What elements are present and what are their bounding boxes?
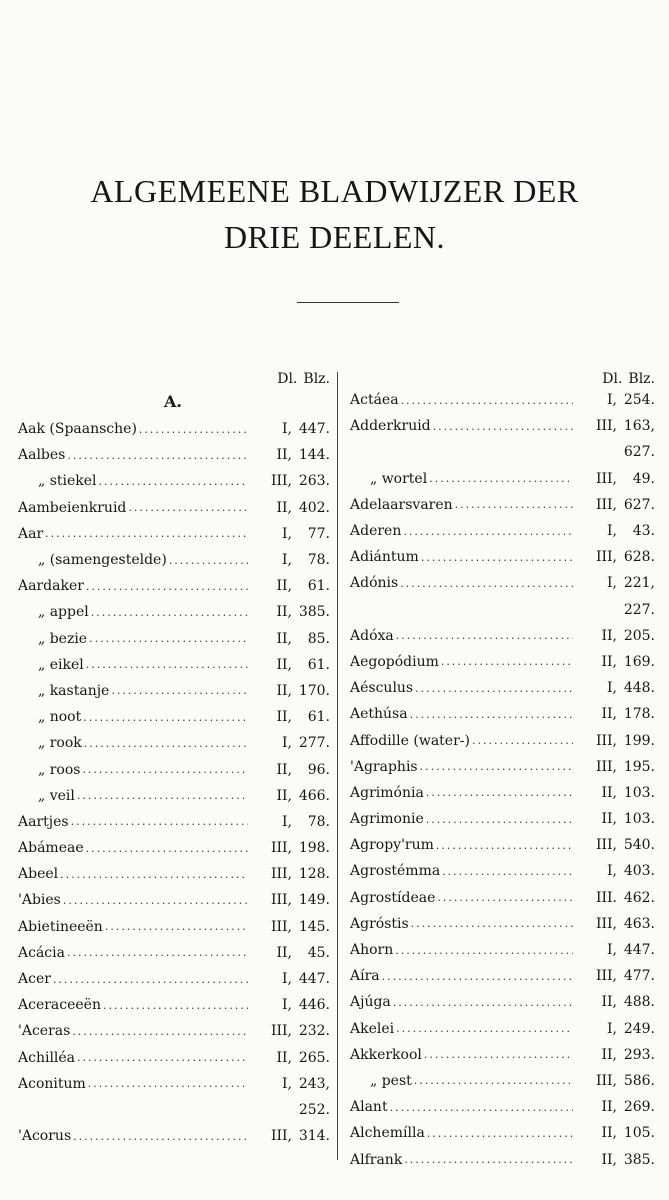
entry-name: Adderkruid (350, 418, 431, 435)
entry-page: 149. (298, 892, 330, 909)
entry-volume: III, (270, 1023, 292, 1040)
entry-name: Adóxa (350, 627, 394, 644)
entry-volume: II, (601, 706, 617, 723)
index-entry (350, 387, 655, 413)
entry-page: 198. (298, 840, 330, 857)
entry-page: 78. (307, 813, 330, 830)
entry-name: Affodille (water-) (350, 732, 470, 749)
entry-page: 254. (623, 392, 655, 409)
entry-page: 269. (623, 1099, 655, 1116)
entry-name: Aésculus (350, 680, 414, 697)
entry-volume: II, (601, 784, 617, 801)
entry-name: Aardaker (18, 578, 84, 595)
entry-page: 447. (298, 421, 330, 438)
section-letter: A. (164, 392, 182, 411)
entry-name: Agrostídeae (350, 889, 436, 906)
dot-leader (67, 449, 248, 462)
index-entry (350, 675, 655, 701)
index-entry (350, 492, 655, 518)
index-entry (18, 1045, 330, 1071)
dot-leader (404, 1153, 573, 1166)
index-entry (18, 861, 330, 887)
entry-name: Abeel (18, 866, 59, 883)
entry-page: 463. (623, 915, 655, 932)
index-entry (18, 626, 330, 652)
column-header (350, 362, 655, 387)
entry-name: Akelei (350, 1020, 395, 1037)
entry-page: 314. (298, 1128, 330, 1145)
entry-volume: III, (595, 837, 617, 854)
index-entry (350, 858, 655, 884)
entry-page: 199. (623, 732, 655, 749)
entry-page: 103. (623, 784, 655, 801)
entry-volume: II, (601, 994, 617, 1011)
entry-volume: I, (607, 575, 617, 592)
entry-volume: II, (276, 656, 292, 673)
entry-volume: I, (282, 1075, 292, 1092)
dot-leader (77, 789, 248, 802)
entry-name: Adiántum (350, 549, 419, 566)
entry-volume: III, (270, 1128, 292, 1145)
entry-name: Aderen (350, 523, 402, 540)
index-entry (18, 652, 330, 678)
entry-page: 205. (623, 627, 655, 644)
entry-name: Agróstis (350, 915, 409, 932)
header-dl: Dl. (277, 371, 298, 387)
entry-volume: III, (595, 496, 617, 513)
index-entry (350, 649, 655, 675)
dot-leader (415, 682, 573, 695)
entry-volume: III, (270, 840, 292, 857)
dot-leader (472, 734, 573, 747)
entry-page: 627. (623, 496, 655, 513)
entry-volume: III, (595, 1072, 617, 1089)
dot-leader (441, 655, 573, 668)
dot-leader (169, 554, 248, 567)
entry-name: „ (samengestelde) (38, 552, 167, 569)
entry-page: 243, (298, 1075, 330, 1092)
entry-name: „ bezie (38, 630, 88, 647)
column-header (18, 362, 330, 387)
entry-name: Aíra (350, 968, 380, 985)
index-entry (18, 1097, 330, 1123)
index-column-left (18, 362, 330, 1149)
title-line-1: ALGEMEENE BLADWIJZER DER (90, 173, 579, 209)
index-entry (350, 754, 655, 780)
dot-leader (89, 632, 248, 645)
entry-volume: II, (601, 1046, 617, 1063)
index-entry (350, 701, 655, 727)
entry-volume: III, (270, 866, 292, 883)
header-dl: Dl. (602, 371, 623, 387)
entry-name: Ahorn (350, 942, 394, 959)
index-entry (350, 727, 655, 753)
entry-volume: II, (276, 447, 292, 464)
entry-page: 462. (623, 889, 655, 906)
entry-name: „ noot (38, 709, 82, 726)
entry-page: 61. (307, 578, 330, 595)
dot-leader (437, 891, 573, 904)
index-entry (350, 1016, 655, 1042)
index-entry (18, 783, 330, 809)
dot-leader (63, 894, 248, 907)
entry-volume: II, (276, 761, 292, 778)
entry-volume: II, (601, 1125, 617, 1142)
entry-page: 163, (623, 418, 655, 435)
entry-name: Agropy'rum (350, 837, 434, 854)
entry-volume: III, (270, 918, 292, 935)
entry-volume: II, (276, 709, 292, 726)
index-entry (350, 1068, 655, 1094)
dot-leader (393, 996, 573, 1009)
dot-leader (410, 708, 573, 721)
index-entry (18, 835, 330, 861)
entry-volume: II, (601, 811, 617, 828)
entry-name: „ veil (38, 787, 75, 804)
entry-name: „ roos (38, 761, 81, 778)
entry-name: Aar (18, 525, 44, 542)
dot-leader (411, 917, 573, 930)
entry-page: 96. (307, 761, 330, 778)
dot-leader (395, 944, 573, 957)
entry-page: 61. (307, 656, 330, 673)
entry-volume: II, (276, 604, 292, 621)
entry-page: 446. (298, 997, 330, 1014)
entry-page: 293. (623, 1046, 655, 1063)
entry-volume: II, (601, 627, 617, 644)
entry-page: 144. (298, 447, 330, 464)
dot-leader (88, 1077, 248, 1090)
dot-leader (91, 606, 248, 619)
index-entry (18, 521, 330, 547)
entry-page: 252. (298, 1101, 330, 1118)
entry-page: 78. (307, 552, 330, 569)
index-entry (18, 730, 330, 756)
index-entry (18, 573, 330, 599)
index-entry (18, 887, 330, 913)
dot-leader (82, 763, 248, 776)
entry-volume: II, (276, 1049, 292, 1066)
entry-name: Akkerkool (350, 1046, 422, 1063)
dot-leader (77, 1051, 248, 1064)
index-entry (350, 806, 655, 832)
entry-name: Aconitum (18, 1075, 86, 1092)
entry-name: Acácia (18, 944, 65, 961)
entry-name: 'Acorus (18, 1128, 72, 1145)
index-entry (350, 1120, 655, 1146)
entry-volume: II, (601, 1099, 617, 1116)
index-entry (18, 809, 330, 835)
index-entry (350, 937, 655, 963)
index-entry (350, 623, 655, 649)
index-entry (18, 756, 330, 782)
dot-leader (111, 684, 248, 697)
entry-name: Agrimonie (350, 811, 424, 828)
dot-leader (436, 839, 573, 852)
entry-volume: III, (270, 892, 292, 909)
dot-leader (72, 1025, 248, 1038)
entry-volume: III, (595, 549, 617, 566)
entry-page: 61. (307, 709, 330, 726)
entry-name: Alfrank (350, 1151, 403, 1168)
index-entry (18, 416, 330, 442)
entry-volume: I, (607, 392, 617, 409)
entry-page: 103. (623, 811, 655, 828)
entry-name: Actáea (350, 392, 399, 409)
entry-name: Agrimónia (350, 784, 424, 801)
index-entry (18, 495, 330, 521)
entry-page: 447. (623, 942, 655, 959)
entry-page: 221, (623, 575, 655, 592)
index-entry (18, 966, 330, 992)
dot-leader (84, 737, 248, 750)
dot-leader (139, 423, 248, 436)
entry-volume: II, (276, 682, 292, 699)
entry-page: 540. (623, 837, 655, 854)
dot-leader (426, 786, 573, 799)
entry-volume: II, (276, 944, 292, 961)
entry-volume: III, (595, 470, 617, 487)
entry-page: 488. (623, 994, 655, 1011)
dot-leader (71, 815, 248, 828)
entry-volume: III, (595, 968, 617, 985)
index-entry (18, 992, 330, 1018)
entry-name: Ajúga (350, 994, 391, 1011)
index-entry (18, 914, 330, 940)
entry-volume: I, (282, 813, 292, 830)
entry-name: Achilléa (18, 1049, 76, 1066)
dot-leader (83, 711, 248, 724)
header-blz: Blz. (303, 371, 330, 387)
entry-volume: I, (607, 680, 617, 697)
dot-leader (421, 551, 573, 564)
header-blz: Blz. (628, 371, 655, 387)
index-entry (350, 832, 655, 858)
entry-page: 265. (298, 1049, 330, 1066)
entry-page: 105. (623, 1125, 655, 1142)
entry-volume: II, (601, 1151, 617, 1168)
index-entry (350, 439, 655, 465)
entry-page: 195. (623, 758, 655, 775)
entry-volume: II, (276, 578, 292, 595)
index-entry (350, 1146, 655, 1172)
entry-page: 402. (298, 499, 330, 516)
entry-page: 85. (307, 630, 330, 647)
entry-page: 170. (298, 682, 330, 699)
dot-leader (53, 973, 248, 986)
entry-page: 403. (623, 863, 655, 880)
entry-page: 385. (298, 604, 330, 621)
entry-volume: II, (276, 630, 292, 647)
dot-leader (420, 760, 573, 773)
entry-volume: I, (282, 421, 292, 438)
entry-volume: II, (601, 653, 617, 670)
entry-page: 277. (298, 735, 330, 752)
entry-name: „ eikel (38, 656, 84, 673)
index-entry (350, 466, 655, 492)
index-entry (350, 1094, 655, 1120)
entry-name: „ rook (38, 735, 82, 752)
index-entry (350, 518, 655, 544)
dot-leader (442, 865, 573, 878)
entry-name: 'Aceras (18, 1023, 71, 1040)
dot-leader (433, 420, 573, 433)
entry-name: Acer (18, 971, 51, 988)
dot-leader (414, 1074, 573, 1087)
entry-name: Aak (Spaansche) (18, 421, 137, 438)
dot-leader (73, 1130, 248, 1143)
index-entry (18, 468, 330, 494)
index-entry (350, 413, 655, 439)
dot-leader (427, 1127, 573, 1140)
entry-page: 477. (623, 968, 655, 985)
entry-page: 447. (298, 971, 330, 988)
entry-name: Adónis (350, 575, 399, 592)
entry-name: Aegopódium (350, 653, 439, 670)
entry-page: 628. (623, 549, 655, 566)
entry-name: Agrostémma (350, 863, 441, 880)
entry-name: „ pest (370, 1072, 412, 1089)
entry-name: „ stiekel (38, 473, 97, 490)
entry-volume: I, (282, 971, 292, 988)
entry-name: Alchemílla (350, 1125, 425, 1142)
entry-volume: I, (607, 523, 617, 540)
entry-page: 586. (623, 1072, 655, 1089)
entry-name: Aalbes (18, 447, 66, 464)
index-column-right (350, 362, 655, 1173)
dot-leader (128, 501, 248, 514)
dot-leader (86, 842, 248, 855)
entry-page: 145. (298, 918, 330, 935)
entry-volume: I, (607, 863, 617, 880)
entry-volume: I, (607, 942, 617, 959)
index-entry (18, 547, 330, 573)
page-title (0, 168, 669, 260)
entry-page: 627. (623, 444, 655, 461)
entry-volume: II, (276, 787, 292, 804)
dot-leader (429, 472, 573, 485)
dot-leader (396, 1022, 573, 1035)
index-entry (350, 570, 655, 596)
index-entry (350, 1042, 655, 1068)
dot-leader (424, 1048, 573, 1061)
entry-page: 227. (623, 601, 655, 618)
entry-page: 263. (298, 473, 330, 490)
dot-leader (455, 498, 573, 511)
dot-leader (403, 525, 573, 538)
index-entry (18, 704, 330, 730)
entry-volume: I, (607, 1020, 617, 1037)
entry-name: Aambeienkruid (18, 499, 127, 516)
index-entry (18, 678, 330, 704)
index-entry (350, 780, 655, 806)
entry-name: Alant (350, 1099, 388, 1116)
dot-leader (390, 1101, 573, 1114)
entry-volume: I, (282, 997, 292, 1014)
entry-volume: II, (276, 499, 292, 516)
entry-name: Aartjes (18, 813, 69, 830)
dot-leader (103, 999, 248, 1012)
entry-name: Aethúsa (350, 706, 408, 723)
entry-page: 448. (623, 680, 655, 697)
index-entry (18, 940, 330, 966)
entry-volume: III, (595, 732, 617, 749)
dot-leader (45, 527, 248, 540)
entry-volume: I, (282, 552, 292, 569)
column-divider (337, 372, 338, 1160)
entry-page: 385. (623, 1151, 655, 1168)
entry-volume: III, (595, 758, 617, 775)
index-entry (350, 963, 655, 989)
index-entry (350, 597, 655, 623)
index-entry (18, 1123, 330, 1149)
entry-volume: I, (282, 735, 292, 752)
index-entry (350, 989, 655, 1015)
index-entry (350, 544, 655, 570)
dot-leader (400, 577, 573, 590)
entry-name: „ wortel (370, 470, 428, 487)
entry-volume: III. (595, 889, 617, 906)
entry-page: 466. (298, 787, 330, 804)
index-entry (18, 442, 330, 468)
dot-leader (99, 475, 248, 488)
entry-name: „ kastanje (38, 682, 110, 699)
index-entry (18, 1071, 330, 1097)
entry-volume: I, (282, 525, 292, 542)
entry-page: 169. (623, 653, 655, 670)
entry-name: Aceraceeën (18, 997, 101, 1014)
entry-page: 128. (298, 866, 330, 883)
entry-name: „ appel (38, 604, 89, 621)
dot-leader (426, 813, 573, 826)
title-divider (297, 302, 399, 303)
index-entry (350, 911, 655, 937)
entry-page: 232. (298, 1023, 330, 1040)
dot-leader (60, 868, 248, 881)
entry-page: 249. (623, 1020, 655, 1037)
dot-leader (105, 920, 248, 933)
entry-page: 49. (632, 470, 655, 487)
entry-name: Adelaarsvaren (350, 496, 453, 513)
dot-leader (67, 946, 248, 959)
entry-name: 'Abies (18, 892, 61, 909)
entry-page: 43. (632, 523, 655, 540)
index-entry (18, 599, 330, 625)
dot-leader (86, 658, 248, 671)
dot-leader (396, 629, 573, 642)
dot-leader (86, 580, 248, 593)
entry-page: 178. (623, 706, 655, 723)
dot-leader (382, 970, 573, 983)
index-entry (350, 885, 655, 911)
index-entry (18, 1018, 330, 1044)
dot-leader (401, 394, 573, 407)
entry-name: 'Agraphis (350, 758, 418, 775)
entry-page: 45. (307, 944, 330, 961)
entry-name: Abietineeën (18, 918, 103, 935)
title-line-2: DRIE DEELEN. (223, 219, 446, 255)
entry-volume: III, (270, 473, 292, 490)
entry-volume: III, (595, 418, 617, 435)
entry-name: Abámeae (18, 840, 84, 857)
entry-volume: III, (595, 915, 617, 932)
entry-page: 77. (307, 525, 330, 542)
